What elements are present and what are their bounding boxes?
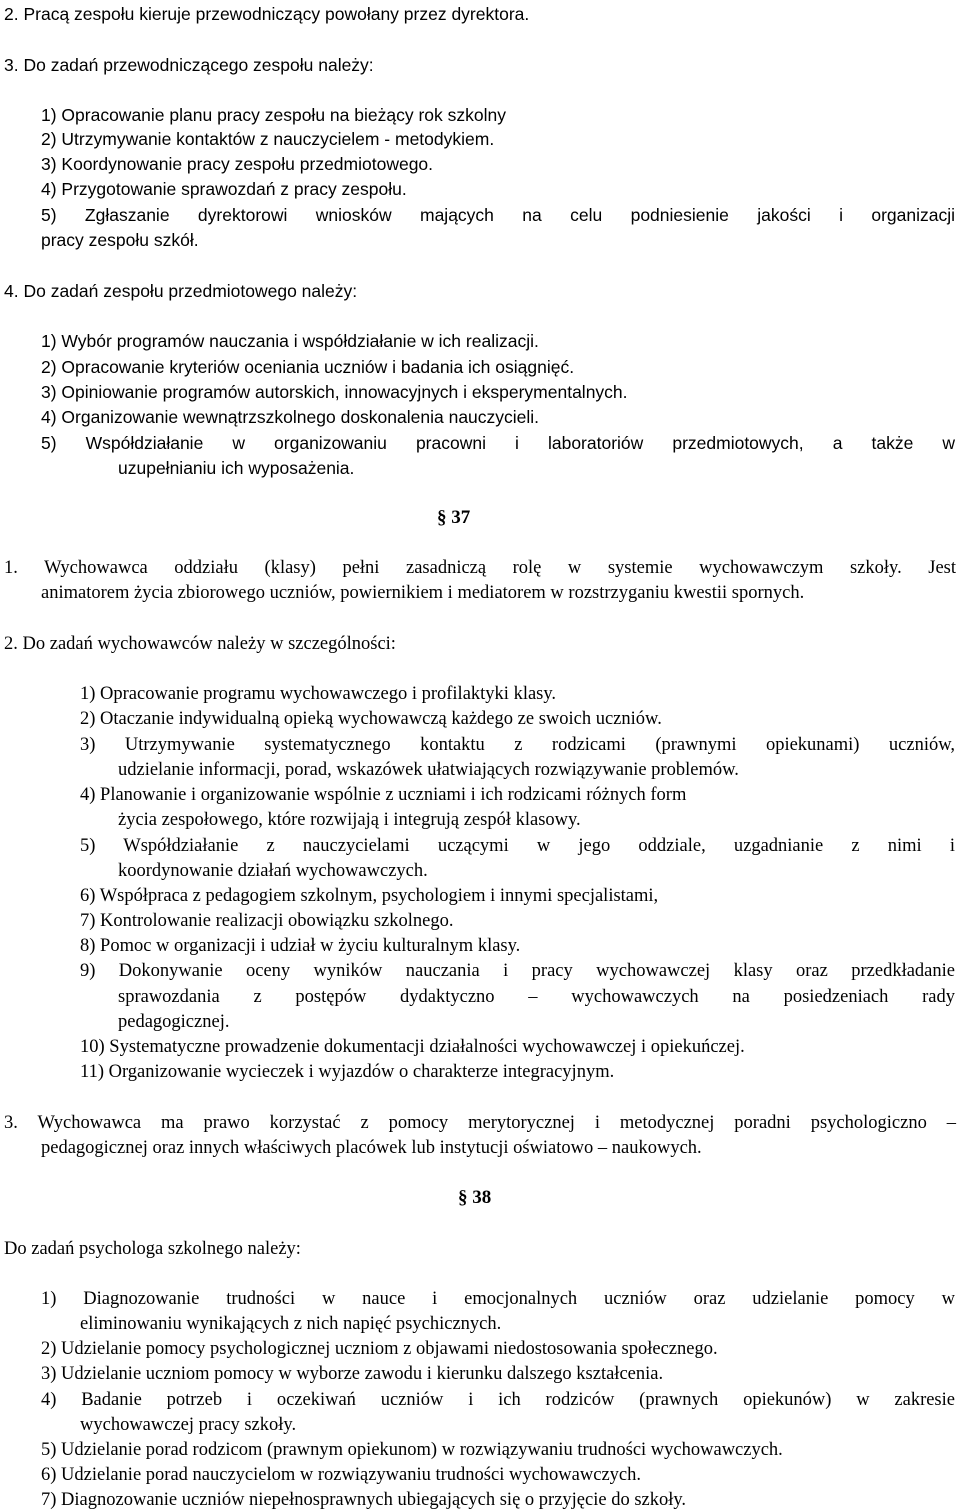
paragraph-38-heading: § 38	[458, 1187, 492, 1208]
team-task-5: 5) Współdziałanie w organizowaniu pracowni i laboratoriów przedmiotowych, a także w	[41, 433, 955, 453]
tutor-task-3-cont: udzielanie informacji, porad, wskazówek ułatwiających rozwiązywanie problemów.	[118, 760, 739, 780]
psychologist-intro: Do zadań psychologa szkolnego należy:	[4, 1239, 301, 1259]
item-4-text: 4. Do zadań zespołu przedmiotowego należy:	[4, 281, 358, 301]
p37-item-2-text: 2. Do zadań wychowawców należy w szczególności:	[4, 634, 396, 654]
tutor-task-1: 1) Opracowanie programu wychowawczego i profilaktyki klasy.	[80, 684, 557, 704]
psych-task-4-cont: wychowawczej pracy szkoły.	[80, 1415, 297, 1435]
item-3-text: 3. Do zadań przewodniczącego zespołu należy:	[4, 55, 374, 75]
p37-item-3-line-1: 3. Wychowawca ma prawo korzystać z pomocy merytorycznej i metodycznej poradni psychologiczno –	[4, 1113, 956, 1133]
tutor-task-2: 2) Otaczanie indywidualną opieką wychowawczą każdego ze swoich uczniów.	[80, 709, 662, 729]
tutor-task-9: 9) Dokonywanie oceny wyników nauczania i pracy wychowawczej klasy oraz przedkładanie	[80, 961, 955, 981]
tutor-task-11: 11) Organizowanie wycieczek i wyjazdów o charakterze integracyjnym.	[80, 1062, 615, 1082]
tutor-task-4: 4) Planowanie i organizowanie wspólnie z uczniami i ich rodzicami różnych form	[80, 785, 687, 805]
chair-task-1: 1) Opracowanie planu pracy zespołu na bieżący rok szkolny	[41, 105, 506, 125]
psych-task-4: 4) Badanie potrzeb i oczekiwań uczniów i ich rodziców (prawnych opiekunów) w zakresie	[41, 1390, 955, 1410]
tutor-task-5: 5) Współdziałanie z nauczycielami uczącymi w jego oddziale, uzgadnianie z nimi i	[80, 836, 955, 856]
tutor-task-9-cont-2: pedagogicznej.	[118, 1012, 230, 1032]
chair-task-2: 2) Utrzymywanie kontaktów z nauczycielem - metodykiem.	[41, 129, 495, 149]
psych-task-5: 5) Udzielanie porad rodzicom (prawnym opiekunom) w rozwiązywaniu trudności wychowawczych.	[41, 1440, 783, 1460]
psych-task-1-cont: eliminowaniu wynikających z nich napięć psychicznych.	[80, 1314, 502, 1334]
team-task-5-cont: uzupełnianiu ich wyposażenia.	[118, 458, 355, 478]
tutor-task-6: 6) Współpraca z pedagogiem szkolnym, psychologiem i innymi specjalistami,	[80, 886, 659, 906]
tutor-task-10: 10) Systematyczne prowadzenie dokumentacji działalności wychowawczej i opiekuńczej.	[80, 1037, 745, 1057]
chair-task-4: 4) Przygotowanie sprawozdań z pracy zespołu.	[41, 179, 407, 199]
team-task-4: 4) Organizowanie wewnątrzszkolnego doskonalenia nauczycieli.	[41, 407, 540, 427]
tutor-task-4-cont: życia zespołowego, które rozwijają i integrują zespół klasowy.	[118, 810, 581, 830]
chair-task-5-cont: pracy zespołu szkół.	[41, 230, 199, 250]
p37-item-3-line-2: pedagogicznej oraz innych właściwych placówek lub instytucji oświatowo – naukowych.	[41, 1138, 702, 1158]
chair-task-5: 5) Zgłaszanie dyrektorowi wniosków mających na celu podniesienie jakości i organizacji	[41, 205, 955, 225]
psych-task-2: 2) Udzielanie pomocy psychologicznej uczniom z objawami niedostosowania społecznego.	[41, 1339, 718, 1359]
team-task-2: 2) Opracowanie kryteriów oceniania uczniów i badania ich osiągnięć.	[41, 357, 575, 377]
team-task-1: 1) Wybór programów nauczania i współdziałanie w ich realizacji.	[41, 331, 539, 351]
psych-task-7: 7) Diagnozowanie uczniów niepełnosprawnych ubiegających się o przyjęcie do szkoły.	[41, 1490, 687, 1510]
item-2-text: 2. Pracą zespołu kieruje przewodniczący powołany przez dyrektora.	[4, 4, 530, 24]
p37-item-1-line-2: animatorem życia zbiorowego uczniów, powiernikiem i mediatorem w rozstrzyganiu kwestii spornych.	[41, 583, 805, 603]
paragraph-37-heading: § 37	[437, 507, 471, 528]
psych-task-1: 1) Diagnozowanie trudności w nauce i emocjonalnych uczniów oraz udzielanie pomocy w	[41, 1289, 955, 1309]
team-task-3: 3) Opiniowanie programów autorskich, innowacyjnych i eksperymentalnych.	[41, 382, 628, 402]
tutor-task-9-cont-1: sprawozdania z postępów dydaktyczno – wychowawczych na posiedzeniach rady	[118, 987, 955, 1007]
chair-task-3: 3) Koordynowanie pracy zespołu przedmiotowego.	[41, 154, 434, 174]
psych-task-6: 6) Udzielanie porad nauczycielom w rozwiązywaniu trudności wychowawczych.	[41, 1465, 641, 1485]
tutor-task-5-cont: koordynowanie działań wychowawczych.	[118, 861, 428, 881]
tutor-task-8: 8) Pomoc w organizacji i udział w życiu kulturalnym klasy.	[80, 936, 521, 956]
tutor-task-3: 3) Utrzymywanie systematycznego kontaktu z rodzicami (prawnymi opiekunami) uczniów,	[80, 735, 955, 755]
tutor-task-7: 7) Kontrolowanie realizacji obowiązku szkolnego.	[80, 911, 454, 931]
psych-task-3: 3) Udzielanie uczniom pomocy w wyborze zawodu i kierunku dalszego kształcenia.	[41, 1364, 664, 1384]
p37-item-1-line-1: 1. Wychowawca oddziału (klasy) pełni zasadniczą rolę w systemie wychowawczym szkoły. Jest	[4, 558, 956, 578]
